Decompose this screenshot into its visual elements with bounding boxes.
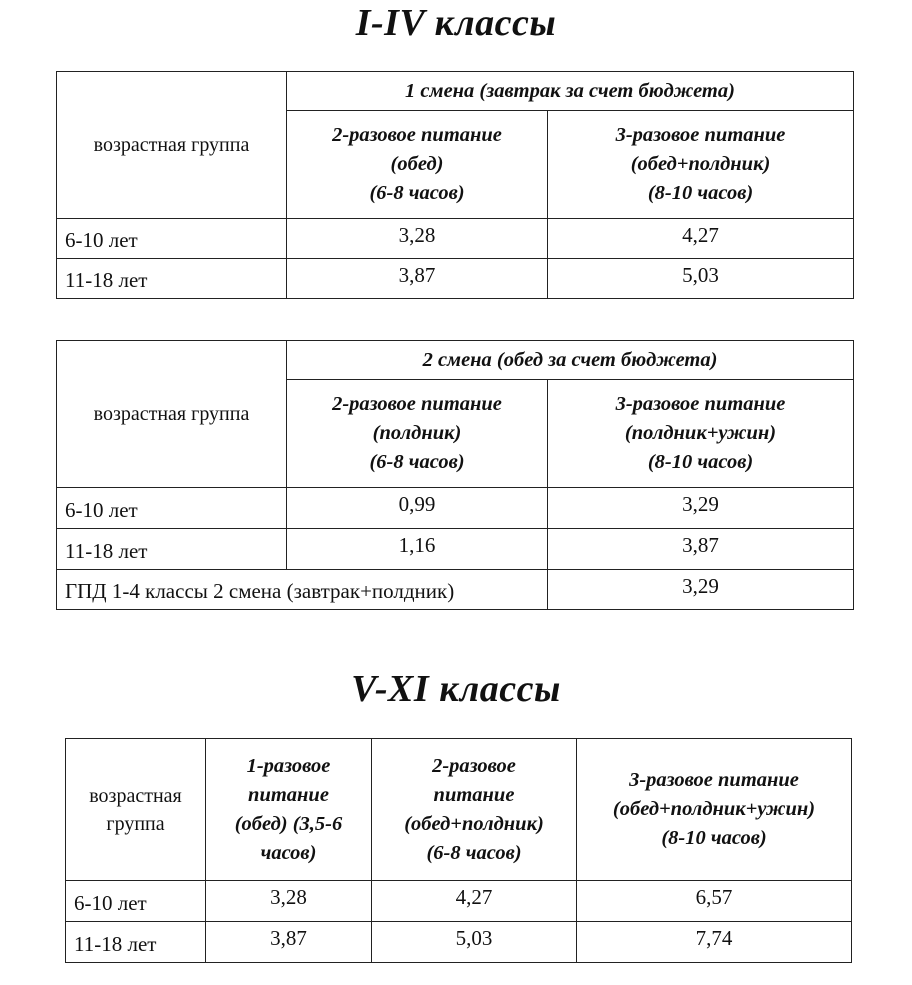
value-cell: 5,03 [548, 259, 854, 299]
shift-header: 2 смена (обед за счет бюджета) [287, 341, 854, 380]
row-label: ГПД 1-4 классы 2 смена (завтрак+полдник) [57, 570, 548, 610]
age-group-header: возрастная группа [66, 739, 206, 881]
table-row [57, 529, 854, 570]
row-label: 6-10 лет [57, 219, 287, 259]
table-v-xi [65, 738, 852, 963]
value-cell: 3,87 [548, 529, 854, 570]
table-row [66, 881, 852, 922]
value-cell: 5,03 [372, 922, 577, 963]
age-group-header: возрастная группа [57, 72, 287, 219]
table-shift-1 [56, 71, 854, 299]
shift-header: 1 смена (завтрак за счет бюджета) [287, 72, 854, 111]
section-title-i-iv: I-IV классы [355, 2, 557, 44]
column-header: 2-разовое питание (полдник) (6-8 часов) [287, 380, 548, 488]
value-cell: 3,28 [287, 219, 548, 259]
column-header: 3-разовое питание (полдник+ужин) (8-10 часов) [548, 380, 854, 488]
table-shift-2 [56, 340, 854, 610]
table-row [66, 922, 852, 963]
row-label: 6-10 лет [66, 881, 206, 922]
row-label: 11-18 лет [57, 259, 287, 299]
row-label: 6-10 лет [57, 488, 287, 529]
value-cell: 3,29 [548, 488, 854, 529]
value-cell: 0,99 [287, 488, 548, 529]
column-header: 3-разовое питание (обед+полдник+ужин) (8-10 часов) [577, 739, 852, 881]
column-header: 3-разовое питание (обед+полдник) (8-10 часов) [548, 111, 854, 219]
value-cell: 3,87 [287, 259, 548, 299]
table-row [57, 219, 854, 259]
value-cell: 3,87 [206, 922, 372, 963]
value-cell: 7,74 [577, 922, 852, 963]
column-header: 1-разовое питание (обед) (3,5-6 часов) [206, 739, 372, 881]
age-group-header: возрастная группа [57, 341, 287, 488]
column-header: 2-разовое питание (обед) (6-8 часов) [287, 111, 548, 219]
value-cell: 4,27 [372, 881, 577, 922]
value-cell: 3,29 [548, 570, 854, 610]
table-row [57, 488, 854, 529]
column-header: 2-разовое питание (обед+полдник) (6-8 часов) [372, 739, 577, 881]
value-cell: 1,16 [287, 529, 548, 570]
value-cell: 6,57 [577, 881, 852, 922]
value-cell: 3,28 [206, 881, 372, 922]
table-row [57, 570, 854, 610]
section-title-v-xi: V-XI классы [351, 668, 561, 710]
row-label: 11-18 лет [57, 529, 287, 570]
row-label: 11-18 лет [66, 922, 206, 963]
table-row [57, 259, 854, 299]
value-cell: 4,27 [548, 219, 854, 259]
